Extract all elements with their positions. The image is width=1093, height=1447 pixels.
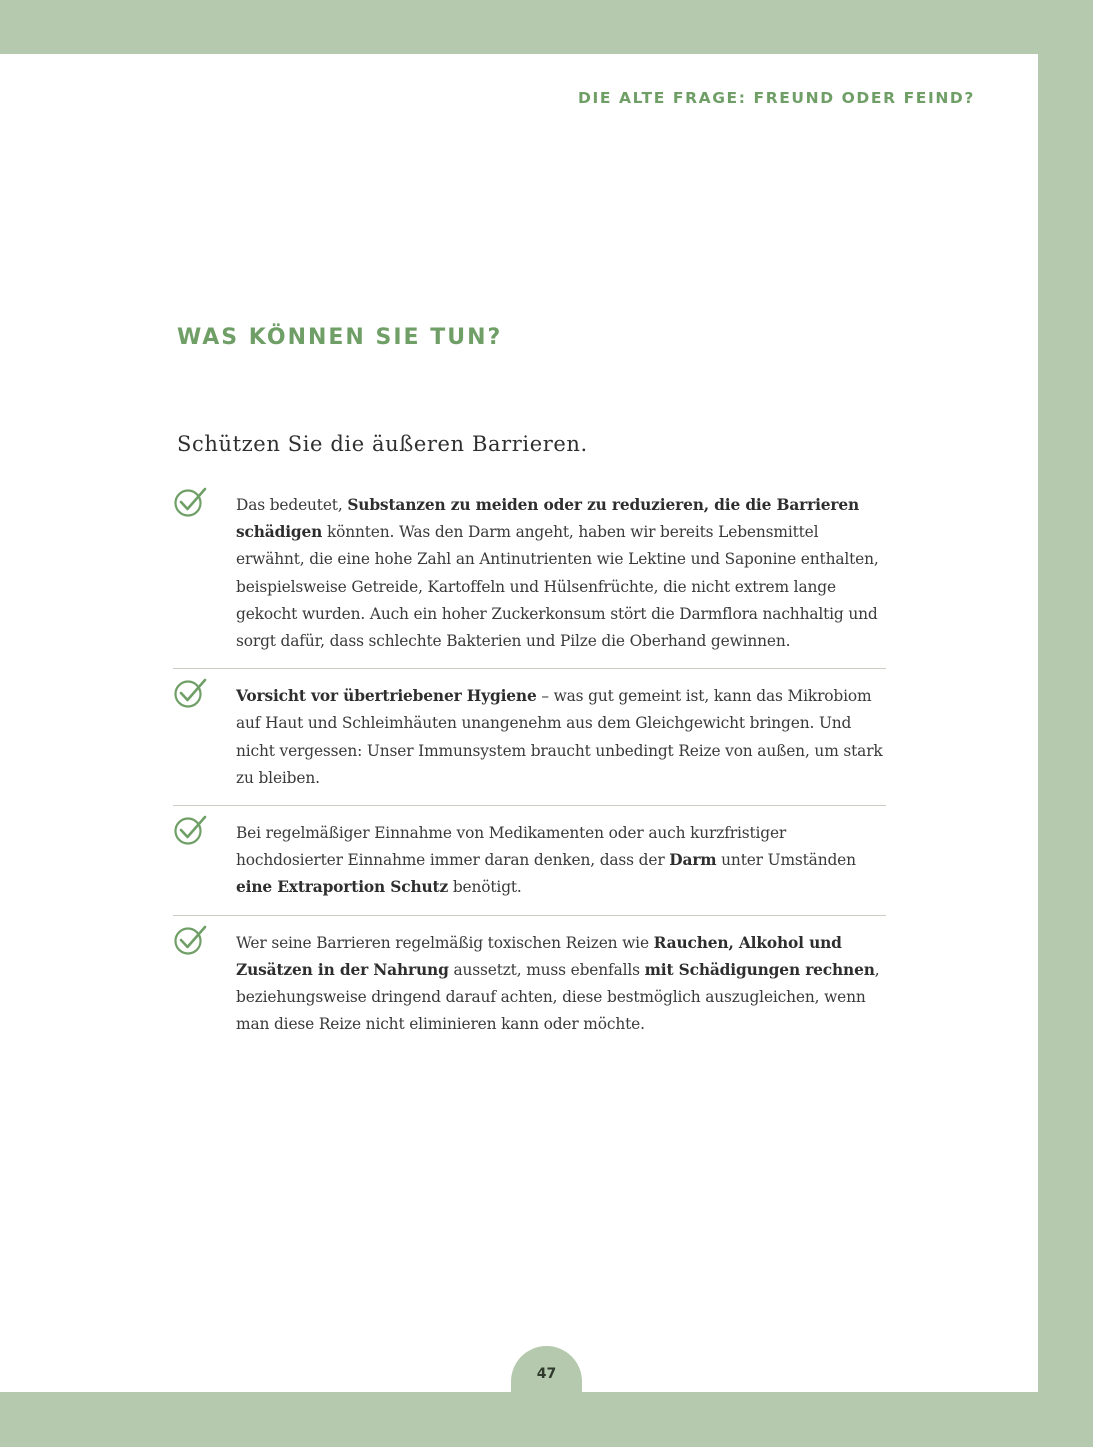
- tip-segment: Das bedeutet,: [236, 496, 348, 514]
- tip-emphasis: mit Schädigungen rechnen: [644, 960, 875, 979]
- tip-segment: Wer seine Barrieren regelmäßig toxischen Reizen wie: [236, 933, 654, 952]
- tip-emphasis: Rauchen, Alkohol und Zusätzen in der Nahrung: [236, 933, 842, 979]
- check-circle-icon: [173, 486, 209, 518]
- tip-item: [173, 669, 886, 806]
- tip-segment: – was gut gemeint ist, kann das Mikrobiom auf Haut und Schleimhäuten unangenehm aus dem Gleichgewicht bringen. Und nicht vergessen: Unser Immunsystem braucht unbedingt Reize von außen, um stark zu bleiben.: [236, 687, 883, 787]
- tip-emphasis: Substanzen zu meiden oder zu reduzieren, die die Barrieren schädigen: [236, 496, 860, 542]
- tip-segment: , beziehungsweise dringend darauf achten, diese bestmöglich auszugleichen, wenn man diese Reize nicht eliminieren kann oder möchte.: [236, 960, 880, 1034]
- tip-text: [236, 683, 886, 792]
- tips-list: [173, 484, 886, 1051]
- check-circle-icon: [173, 814, 209, 846]
- tip-emphasis: Vorsicht vor übertriebener Hygiene: [236, 687, 537, 706]
- check-circle-icon: [173, 677, 209, 709]
- tip-emphasis: Darm: [669, 851, 717, 870]
- tip-text: [236, 820, 886, 902]
- tip-segment: Bei regelmäßiger Einnahme von Medikamenten oder auch kurzfristiger hochdosierter Einnahme immer daran denken, dass der: [236, 824, 787, 870]
- tip-segment: benötigt.: [448, 878, 522, 897]
- book-page: [0, 54, 1038, 1392]
- tip-item: [173, 916, 886, 1052]
- tip-segment: könnten. Was den Darm angeht, haben wir bereits Lebensmittel erwähnt, die eine hohe Zahl an Antinutrienten wie Lektine und Saponine enthalten, beispielsweise Getreide, Kartoffeln und Hülsenfrüchte, die nicht extrem lange gekocht wurden. Auch ein hoher Zuckerkonsum stört die Darmflora nachhaltig und sorgt dafür, dass schlechte Bakterien und Pilze die Oberhand gewinnen.: [236, 523, 879, 651]
- tip-text: [236, 492, 886, 655]
- tip-segment: aussetzt, muss ebenfalls: [448, 960, 645, 979]
- tip-item: [173, 484, 886, 669]
- tip-emphasis: eine Extraportion Schutz: [236, 878, 449, 897]
- subheading: Schützen Sie die äußeren Barrieren.: [177, 432, 588, 456]
- tip-text: [236, 930, 886, 1039]
- section-title: WAS KÖNNEN SIE TUN?: [177, 325, 503, 350]
- check-circle-icon: [173, 924, 209, 956]
- running-head: DIE ALTE FRAGE: FREUND ODER FEIND?: [578, 89, 975, 107]
- page-number: 47: [536, 1366, 557, 1382]
- tip-item: [173, 806, 886, 916]
- tip-segment: unter Umständen: [716, 851, 856, 870]
